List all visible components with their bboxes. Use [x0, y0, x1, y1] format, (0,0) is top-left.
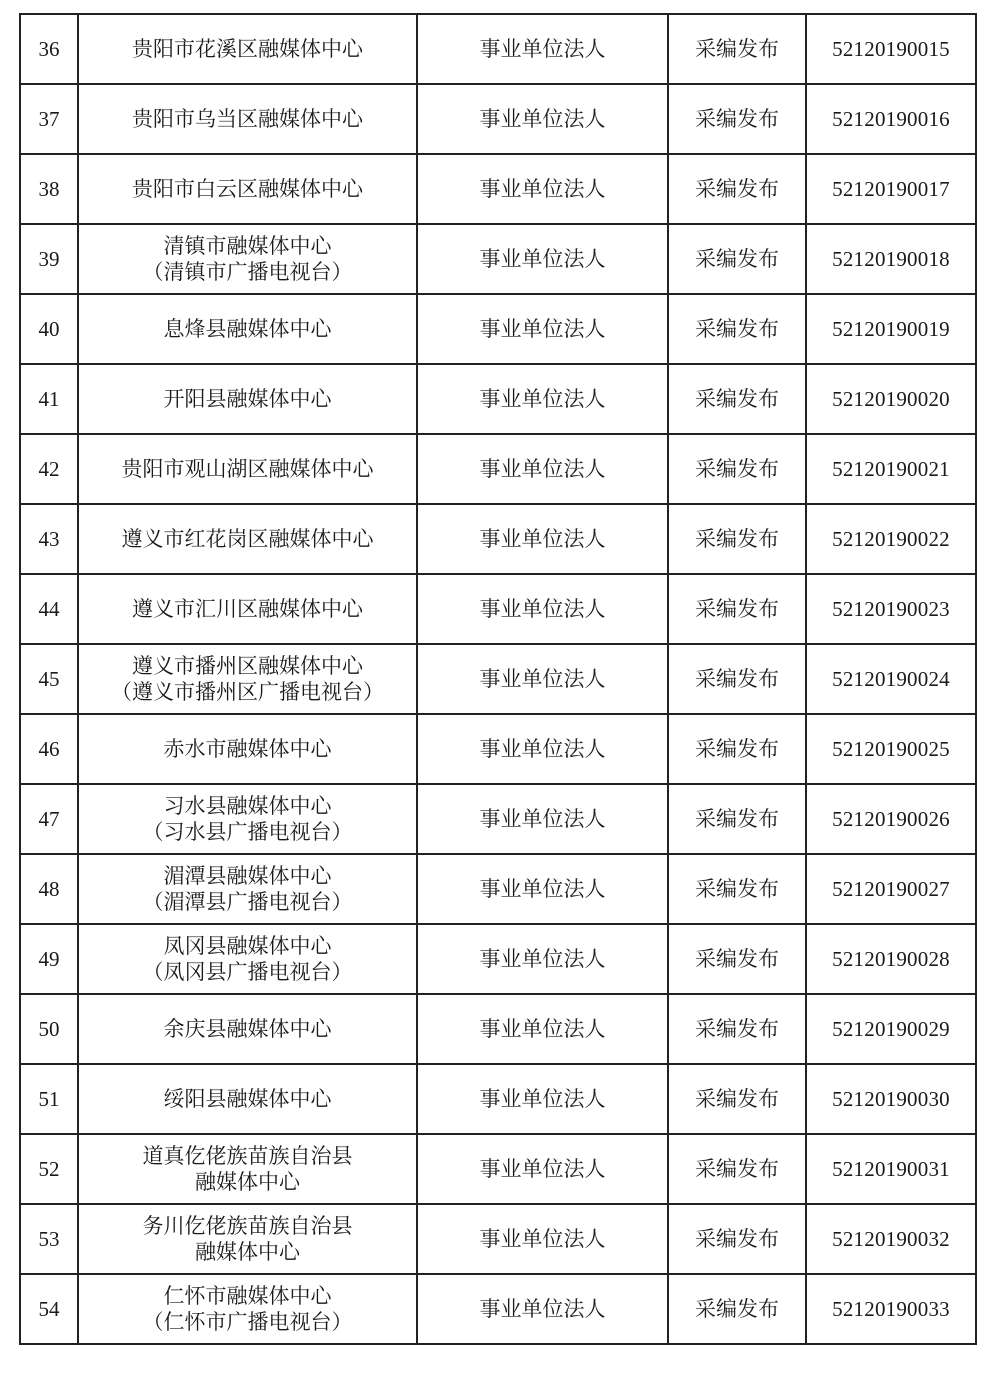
row-number-cell: 52 — [20, 1134, 78, 1204]
unit-name-cell — [78, 854, 417, 924]
row-number-cell: 45 — [20, 644, 78, 714]
unit-name-cell — [78, 714, 417, 784]
license-code-cell: 52120190019 — [806, 294, 976, 364]
unit-name-line: 余庆县融媒体中心 — [163, 1017, 332, 1041]
service-scope-cell: 采编发布 — [668, 84, 806, 154]
unit-name-line: 贵阳市乌当区融媒体中心 — [132, 107, 363, 131]
registry-table — [19, 13, 977, 1345]
unit-name-line: 贵阳市花溪区融媒体中心 — [132, 37, 363, 61]
unit-type-cell: 事业单位法人 — [417, 924, 668, 994]
row-number-cell: 44 — [20, 574, 78, 644]
license-code-cell: 52120190023 — [806, 574, 976, 644]
unit-name-line: 仁怀市融媒体中心 — [163, 1284, 332, 1308]
unit-name-cell — [78, 504, 417, 574]
unit-name-line: （遵义市播州区广播电视台） — [111, 680, 384, 704]
table-row — [20, 924, 976, 994]
unit-name-cell — [78, 224, 417, 294]
service-scope-cell: 采编发布 — [668, 1274, 806, 1344]
service-scope-cell: 采编发布 — [668, 154, 806, 224]
unit-type-cell: 事业单位法人 — [417, 574, 668, 644]
service-scope-cell: 采编发布 — [668, 224, 806, 294]
license-code-cell: 52120190022 — [806, 504, 976, 574]
unit-type-cell: 事业单位法人 — [417, 1274, 668, 1344]
unit-type-cell: 事业单位法人 — [417, 1204, 668, 1274]
table-row — [20, 294, 976, 364]
unit-type-cell: 事业单位法人 — [417, 364, 668, 434]
table-row — [20, 714, 976, 784]
license-code-cell: 52120190027 — [806, 854, 976, 924]
table-row — [20, 14, 976, 84]
unit-type-cell: 事业单位法人 — [417, 434, 668, 504]
row-number-cell: 40 — [20, 294, 78, 364]
unit-name-cell — [78, 364, 417, 434]
service-scope-cell: 采编发布 — [668, 504, 806, 574]
unit-name-line: 遵义市汇川区融媒体中心 — [132, 597, 363, 621]
unit-name-cell — [78, 294, 417, 364]
row-number-cell: 42 — [20, 434, 78, 504]
license-code-cell: 52120190026 — [806, 784, 976, 854]
license-code-cell: 52120190017 — [806, 154, 976, 224]
unit-name-line: 融媒体中心 — [195, 1170, 300, 1194]
license-code-cell: 52120190032 — [806, 1204, 976, 1274]
table-row — [20, 224, 976, 294]
unit-type-cell: 事业单位法人 — [417, 994, 668, 1064]
unit-type-cell: 事业单位法人 — [417, 1064, 668, 1134]
row-number-cell: 49 — [20, 924, 78, 994]
unit-type-cell: 事业单位法人 — [417, 854, 668, 924]
unit-name-line: （湄潭县广播电视台） — [142, 890, 353, 914]
unit-name-line: 开阳县融媒体中心 — [163, 387, 332, 411]
service-scope-cell: 采编发布 — [668, 14, 806, 84]
registry-table-container — [19, 13, 975, 1345]
unit-name-cell — [78, 644, 417, 714]
service-scope-cell: 采编发布 — [668, 434, 806, 504]
unit-name-line: （清镇市广播电视台） — [142, 260, 353, 284]
unit-type-cell: 事业单位法人 — [417, 154, 668, 224]
row-number-cell: 48 — [20, 854, 78, 924]
service-scope-cell: 采编发布 — [668, 784, 806, 854]
row-number-cell: 46 — [20, 714, 78, 784]
table-row — [20, 1134, 976, 1204]
license-code-cell: 52120190029 — [806, 994, 976, 1064]
row-number-cell: 51 — [20, 1064, 78, 1134]
row-number-cell: 39 — [20, 224, 78, 294]
table-row — [20, 1064, 976, 1134]
table-row — [20, 434, 976, 504]
unit-name-line: 息烽县融媒体中心 — [163, 317, 332, 341]
row-number-cell: 37 — [20, 84, 78, 154]
table-row — [20, 784, 976, 854]
service-scope-cell: 采编发布 — [668, 1134, 806, 1204]
table-row — [20, 644, 976, 714]
unit-name-line: 遵义市红花岗区融媒体中心 — [121, 527, 374, 551]
table-row — [20, 1204, 976, 1274]
unit-type-cell: 事业单位法人 — [417, 644, 668, 714]
license-code-cell: 52120190031 — [806, 1134, 976, 1204]
table-row — [20, 504, 976, 574]
license-code-cell: 52120190028 — [806, 924, 976, 994]
unit-name-cell — [78, 154, 417, 224]
service-scope-cell: 采编发布 — [668, 1064, 806, 1134]
license-code-cell: 52120190018 — [806, 224, 976, 294]
unit-type-cell: 事业单位法人 — [417, 1134, 668, 1204]
unit-type-cell: 事业单位法人 — [417, 504, 668, 574]
unit-name-cell — [78, 574, 417, 644]
unit-name-cell — [78, 784, 417, 854]
table-row — [20, 154, 976, 224]
service-scope-cell: 采编发布 — [668, 924, 806, 994]
unit-name-line: 清镇市融媒体中心 — [163, 234, 332, 258]
row-number-cell: 38 — [20, 154, 78, 224]
unit-type-cell: 事业单位法人 — [417, 784, 668, 854]
row-number-cell: 47 — [20, 784, 78, 854]
license-code-cell: 52120190015 — [806, 14, 976, 84]
unit-name-line: 绥阳县融媒体中心 — [163, 1087, 332, 1111]
unit-name-line: （习水县广播电视台） — [142, 820, 353, 844]
unit-name-line: （凤冈县广播电视台） — [142, 960, 353, 984]
unit-name-cell — [78, 1204, 417, 1274]
license-code-cell: 52120190016 — [806, 84, 976, 154]
unit-name-cell — [78, 1134, 417, 1204]
unit-name-line: 务川仡佬族苗族自治县 — [142, 1214, 353, 1238]
unit-type-cell: 事业单位法人 — [417, 224, 668, 294]
service-scope-cell: 采编发布 — [668, 364, 806, 434]
table-row — [20, 994, 976, 1064]
row-number-cell: 54 — [20, 1274, 78, 1344]
unit-name-line: 赤水市融媒体中心 — [163, 737, 332, 761]
unit-name-cell — [78, 14, 417, 84]
unit-name-cell — [78, 1274, 417, 1344]
unit-name-line: 湄潭县融媒体中心 — [163, 864, 332, 888]
unit-name-line: 习水县融媒体中心 — [163, 794, 332, 818]
service-scope-cell: 采编发布 — [668, 294, 806, 364]
row-number-cell: 43 — [20, 504, 78, 574]
table-row — [20, 854, 976, 924]
license-code-cell: 52120190021 — [806, 434, 976, 504]
row-number-cell: 50 — [20, 994, 78, 1064]
unit-name-cell — [78, 924, 417, 994]
unit-type-cell: 事业单位法人 — [417, 294, 668, 364]
unit-name-line: 贵阳市白云区融媒体中心 — [132, 177, 363, 201]
service-scope-cell: 采编发布 — [668, 1204, 806, 1274]
license-code-cell: 52120190030 — [806, 1064, 976, 1134]
unit-name-cell — [78, 84, 417, 154]
unit-name-line: 道真仡佬族苗族自治县 — [142, 1144, 353, 1168]
unit-name-line: 凤冈县融媒体中心 — [163, 934, 332, 958]
unit-name-line: 贵阳市观山湖区融媒体中心 — [121, 457, 374, 481]
table-row — [20, 574, 976, 644]
row-number-cell: 36 — [20, 14, 78, 84]
unit-name-line: 融媒体中心 — [195, 1240, 300, 1264]
unit-type-cell: 事业单位法人 — [417, 714, 668, 784]
license-code-cell: 52120190025 — [806, 714, 976, 784]
unit-name-line: （仁怀市广播电视台） — [142, 1310, 353, 1334]
service-scope-cell: 采编发布 — [668, 574, 806, 644]
table-row — [20, 364, 976, 434]
table-row — [20, 1274, 976, 1344]
row-number-cell: 41 — [20, 364, 78, 434]
unit-name-cell — [78, 434, 417, 504]
row-number-cell: 53 — [20, 1204, 78, 1274]
license-code-cell: 52120190024 — [806, 644, 976, 714]
service-scope-cell: 采编发布 — [668, 644, 806, 714]
unit-type-cell: 事业单位法人 — [417, 84, 668, 154]
unit-name-line: 遵义市播州区融媒体中心 — [132, 654, 363, 678]
service-scope-cell: 采编发布 — [668, 854, 806, 924]
service-scope-cell: 采编发布 — [668, 714, 806, 784]
unit-name-cell — [78, 994, 417, 1064]
table-row — [20, 84, 976, 154]
service-scope-cell: 采编发布 — [668, 994, 806, 1064]
license-code-cell: 52120190033 — [806, 1274, 976, 1344]
unit-type-cell: 事业单位法人 — [417, 14, 668, 84]
unit-name-cell — [78, 1064, 417, 1134]
license-code-cell: 52120190020 — [806, 364, 976, 434]
table-body — [20, 14, 976, 1344]
